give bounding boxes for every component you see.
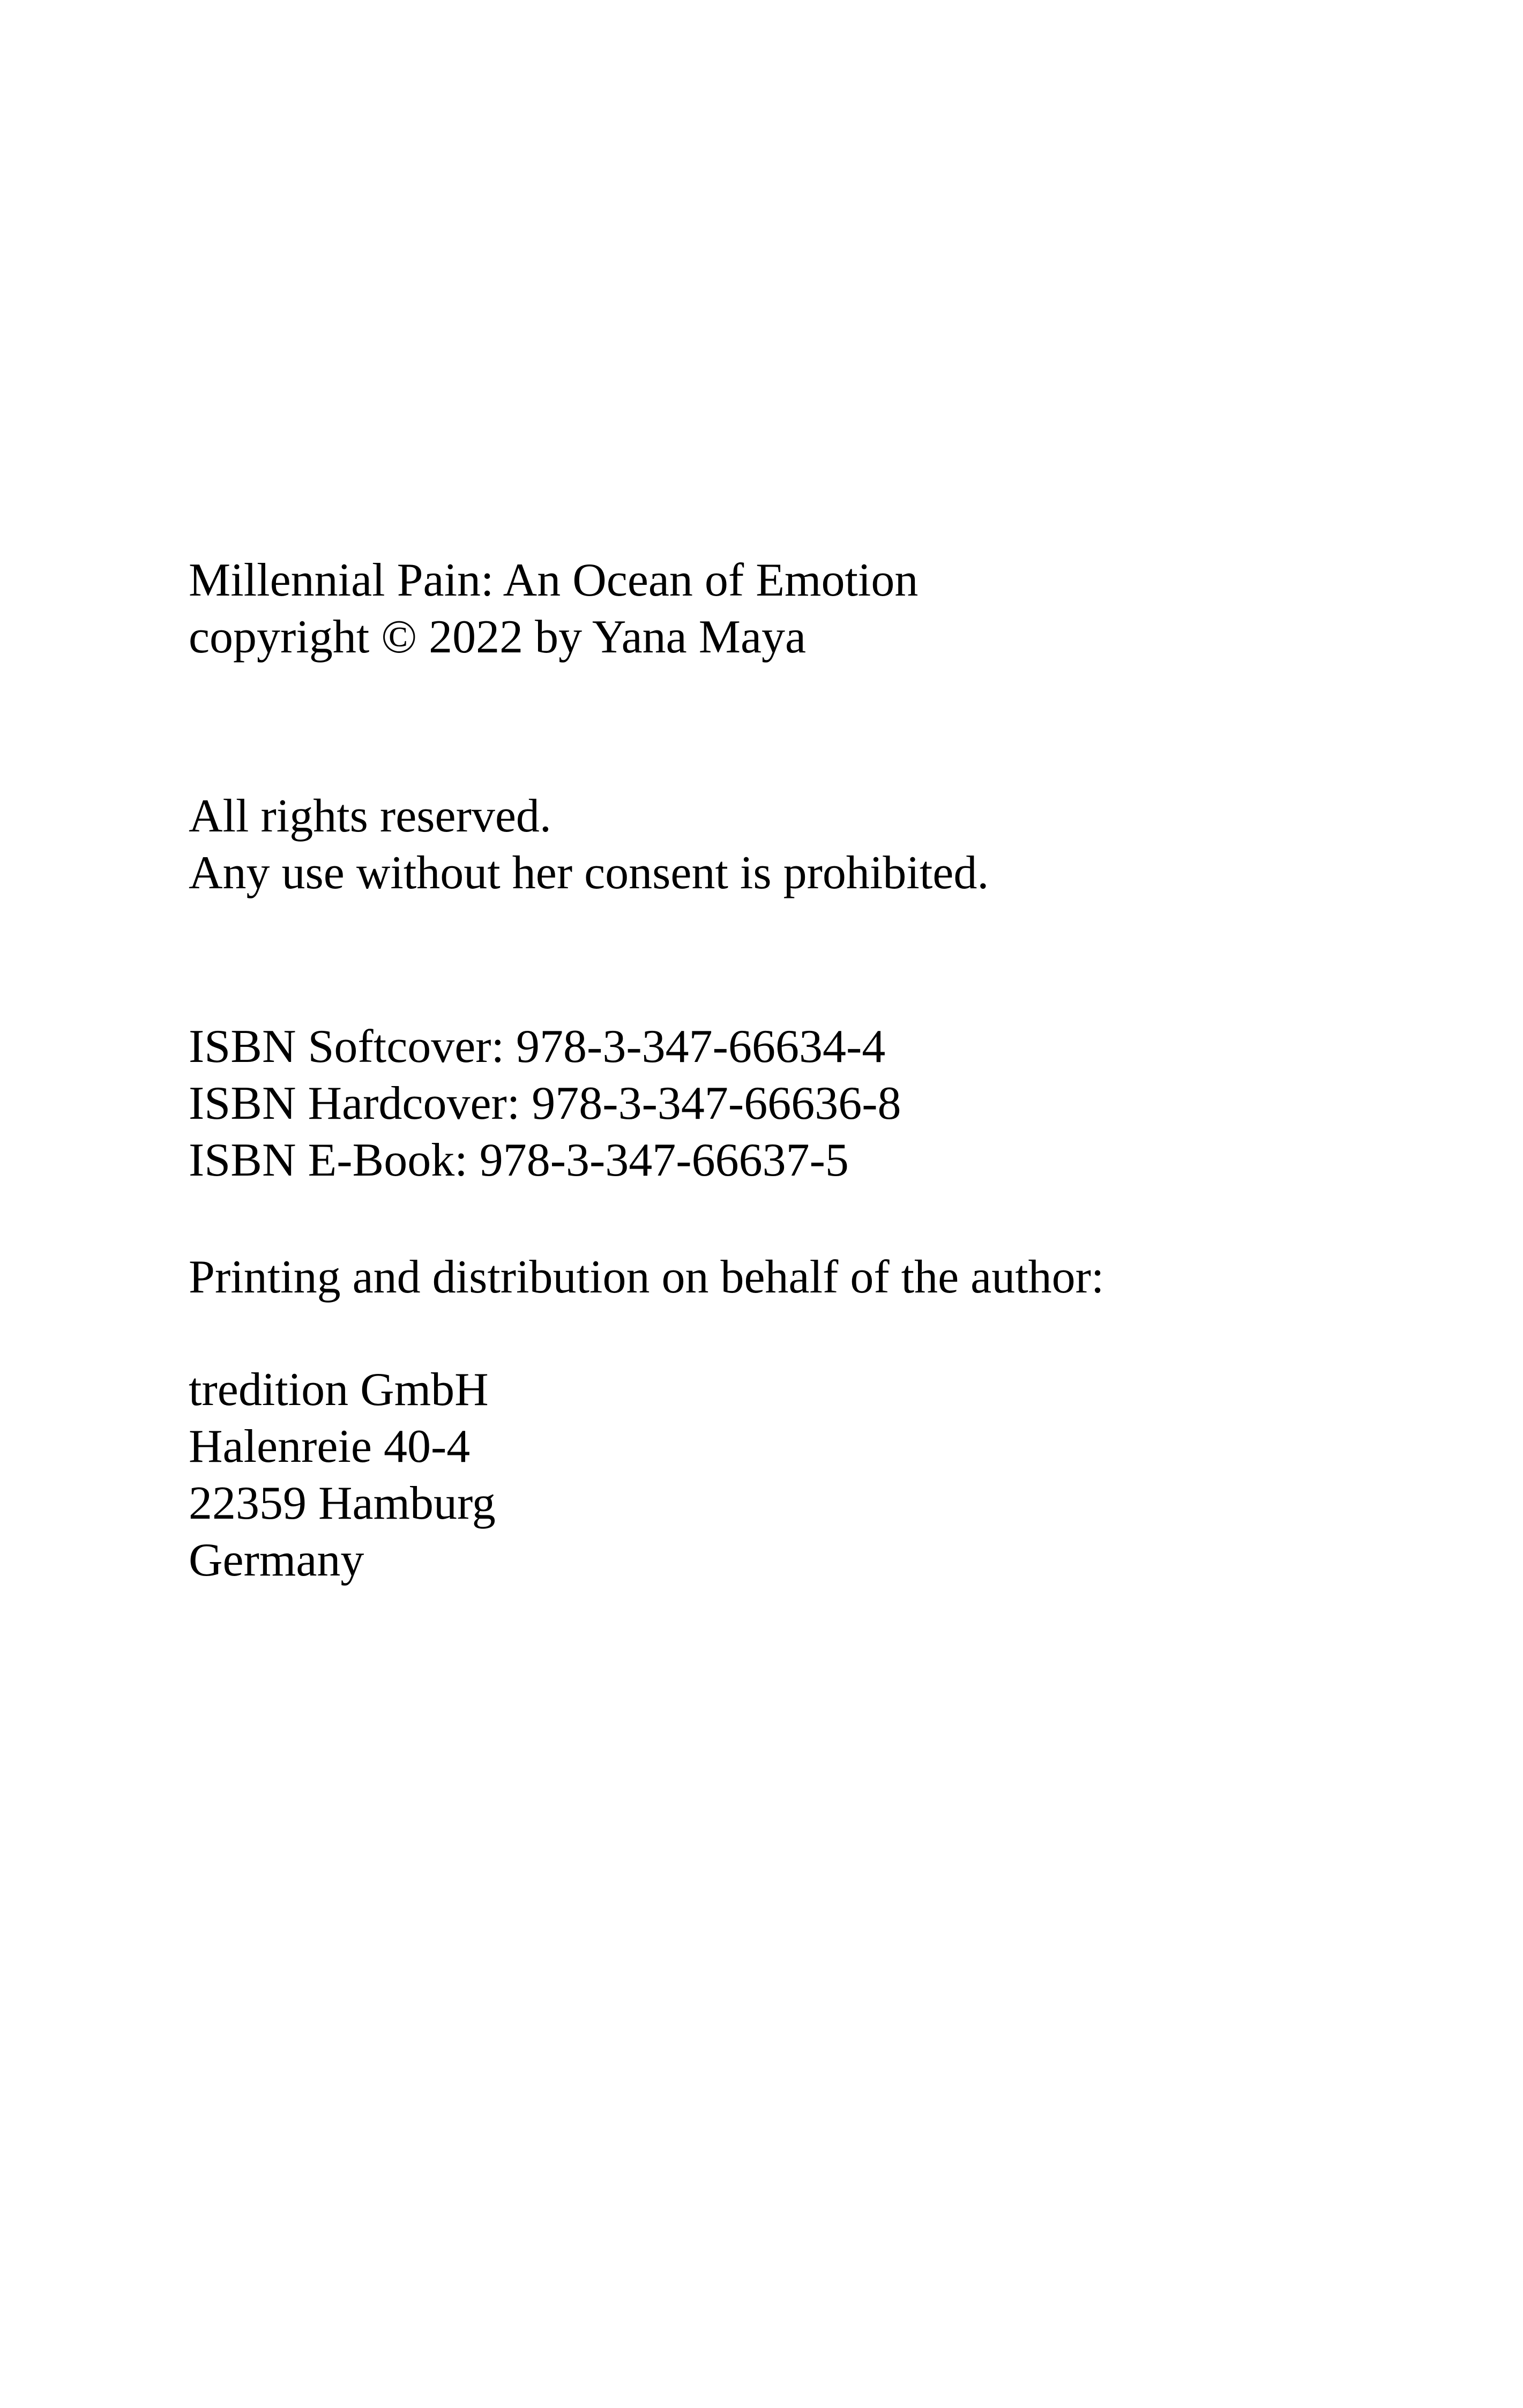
publisher-city: 22359 Hamburg — [189, 1477, 496, 1529]
rights-reserved-line: All rights reserved. — [189, 790, 551, 842]
isbn-hardcover: ISBN Hardcover: 978-3-347-66636-8 — [189, 1077, 901, 1129]
publisher-name: tredition GmbH — [189, 1364, 489, 1416]
consent-line: Any use without her consent is prohibited. — [189, 847, 989, 899]
isbn-softcover: ISBN Softcover: 978-3-347-66634-4 — [189, 1021, 886, 1073]
isbn-ebook: ISBN E-Book: 978-3-347-66637-5 — [189, 1134, 849, 1186]
printing-block — [189, 1249, 1421, 1306]
isbn-block — [189, 1019, 1421, 1189]
publisher-address — [189, 1362, 1421, 1589]
book-title: Millennial Pain: An Ocean of Emotion — [189, 554, 919, 606]
title-block — [189, 552, 1421, 666]
copyright-line: copyright © 2022 by Yana Maya — [189, 611, 807, 663]
publisher-country: Germany — [189, 1534, 364, 1586]
publisher-street: Halenreie 40-4 — [189, 1421, 471, 1473]
printing-note: Printing and distribution on behalf of the author: — [189, 1251, 1104, 1303]
rights-block — [189, 788, 1421, 902]
